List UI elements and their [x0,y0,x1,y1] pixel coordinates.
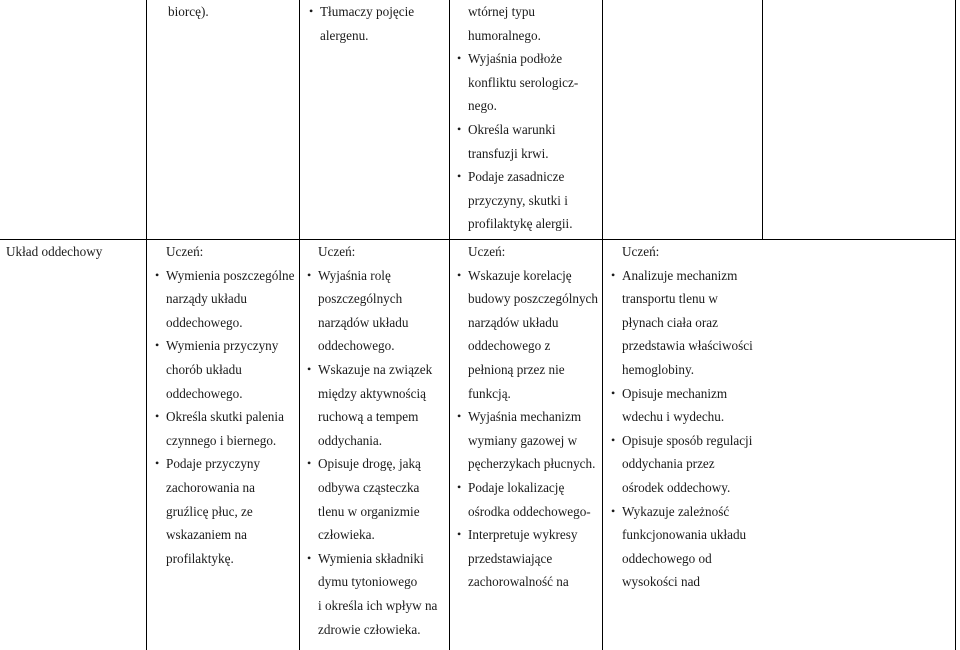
cell-text-line [622,547,753,571]
cell-text-line [166,382,294,406]
col3-header: Uczeń: [468,244,506,259]
cell-text-line [468,24,578,48]
cell-text-line [622,476,753,500]
cell-text: Wykazuje zależność [622,503,730,519]
cell-text-line [468,287,598,311]
cell-text-line [166,547,294,571]
section-title: Układ oddechowy [6,244,103,259]
bullet-icon: • [457,169,462,184]
bullet-icon: • [611,432,616,447]
bullet-icon: • [155,456,160,471]
cell-text-line [307,358,437,382]
cell-text-line [318,570,437,594]
cell-text-line [468,570,598,594]
cell-text-line [468,547,598,571]
cell-text: Opisuje sposób regulacji [622,432,753,448]
cell-text: narządów układu [468,314,559,330]
cell-text: wdechu i wydechu. [622,409,725,425]
cell-text-line [622,405,753,429]
cell-text-line [166,523,294,547]
cell-text: pęcherzykach płucnych. [468,456,596,472]
cell-text: narządów układu [318,314,409,330]
cell-text-line [318,405,437,429]
cell-text: płynach ciała oraz [622,314,718,330]
cell-text-line [457,476,598,500]
cell-text: oddechowego. [166,314,243,330]
table-border-col5 [762,0,763,240]
cell-text: przyczyny, skutki i [468,192,568,208]
bullet-icon: • [457,51,462,66]
cell-text-line [468,71,578,95]
section-cell-col2 [307,240,438,641]
cell-text-line [611,429,753,453]
cell-text-line [166,500,294,524]
cell-text-line [318,382,437,406]
bullet-icon: • [155,338,160,353]
bullet-icon: • [307,456,312,471]
cell-text: Określa skutki palenia [166,409,284,425]
bullet-icon: • [457,409,462,424]
cell-text-line [622,334,753,358]
cell-text: oddychania przez [622,456,715,472]
cell-text-line [468,382,598,406]
top-cell-col1 [168,0,209,24]
cell-text-line [307,547,437,571]
bullet-icon: • [307,361,312,376]
section-cell-col4 [611,240,753,594]
cell-text: ruchową a tempem [318,409,419,425]
cell-text: ośrodka oddechowego- [468,503,591,519]
table-border-col4 [602,0,603,650]
cell-text: transportu tlenu w [622,291,718,307]
cell-text: poszczególnych [318,291,403,307]
cell-text: Określa warunki [468,121,556,137]
bullet-icon: • [457,267,462,282]
table-border-col3 [449,0,450,650]
col2-header: Uczeń: [318,244,356,259]
cell-text-line [468,142,578,166]
cell-text-line [166,358,294,382]
cell-text: człowieka. [318,527,375,543]
cell-text-line [468,429,598,453]
cell-text-line [468,500,598,524]
cell-text: nego. [468,98,497,114]
table-border-left [146,0,147,650]
cell-text-line [155,334,294,358]
cell-text-line [155,452,294,476]
cell-text: Wymienia poszczególne [166,267,295,283]
cell-text-line [457,47,578,71]
cell-text: profilaktykę. [166,550,234,566]
cell-text-line [611,500,753,524]
cell-text: transfuzji krwi. [468,145,549,161]
cell-text: narządy układu [166,291,247,307]
cell-text-line [318,311,437,335]
section-cell-col1 [155,240,295,570]
cell-text-line [318,523,437,547]
cell-text: budowy poszczególnych [468,291,599,307]
col1-header: Uczeń: [166,244,204,259]
cell-text-line [318,429,437,453]
cell-text: chorób układu [166,361,242,377]
cell-text-line [318,334,437,358]
cell-text: zachorowania na [166,479,255,495]
cell-text-line [468,358,598,382]
cell-text: między aktywnością [318,385,427,401]
cell-text: profilaktykę alergii. [468,216,573,232]
cell-text-line [468,212,578,236]
cell-text: czynnego i biernego. [166,432,277,448]
cell-text: Interpretuje wykresy [468,527,578,543]
cell-text: funkcjonowania układu [622,527,747,543]
cell-text-line [318,594,437,618]
bullet-icon: • [155,267,160,282]
section-cell-col3 [457,240,599,594]
cell-text: ośrodek oddechowy. [622,479,731,495]
cell-text: Wyjaśnia rolę [318,267,391,283]
bullet-icon: • [611,267,616,282]
cell-text-line [457,118,578,142]
cell-text: Tłumaczy pojęcie [320,4,415,19]
top-cell-col2 [309,0,415,47]
cell-text-line [307,264,437,288]
cell-text: wysokości nad [622,574,701,590]
cell-text-line [166,287,294,311]
cell-text-line [318,500,437,524]
table-border-right [955,0,956,650]
cell-text-line [320,24,414,48]
col4-header: Uczeń: [622,244,660,259]
cell-text: Opisuje mechanizm [622,385,728,401]
cell-text: wtórnej typu [468,4,536,19]
cell-text-line [457,264,598,288]
cell-text-line [166,429,294,453]
cell-text: przedstawia właściwości [622,338,753,354]
cell-text: hemoglobiny. [622,361,695,377]
bullet-icon: • [457,479,462,494]
cell-text: oddechowego. [318,338,395,354]
bullet-icon: • [611,385,616,400]
cell-text-line [468,0,578,24]
cell-text: Wskazuje korelację [468,267,572,283]
cell-text-line [168,0,209,24]
cell-text: Wskazuje na związek [318,361,433,377]
cell-text: Podaje lokalizację [468,479,565,495]
top-cell-col3 [457,0,579,236]
cell-text: przedstawiające [468,550,553,566]
cell-text-line [622,358,753,382]
cell-text: tlenu w organizmie [318,503,420,519]
cell-text: dymu tytoniowego [318,574,418,590]
cell-text-line [318,287,437,311]
cell-text: alergenu. [320,27,369,43]
bullet-icon: • [457,527,462,542]
bullet-icon: • [457,121,462,136]
cell-text-line [468,334,598,358]
cell-text-line [318,476,437,500]
cell-text-line [468,94,578,118]
table-border-col2 [299,0,300,650]
cell-text-line [468,311,598,335]
cell-text: i określa ich wpływ na [318,597,438,613]
cell-text-line [468,189,578,213]
bullet-icon: • [611,503,616,518]
cell-text-line [622,287,753,311]
cell-text-line [155,264,295,288]
cell-text-line [457,523,598,547]
cell-text-line [155,405,294,429]
cell-text: Wyjaśnia podłoże [468,51,563,67]
cell-text: oddechowego od [622,550,712,566]
cell-text: Analizuje mechanizm [622,267,738,283]
cell-text: oddechowego z [468,338,551,354]
cell-text: gruźlicę płuc, ze [166,503,253,519]
cell-text: Wymienia składniki [318,550,424,566]
cell-text: zdrowie człowieka. [318,621,421,637]
cell-text-line [622,452,753,476]
cell-text-line [309,0,415,24]
cell-text-line [457,165,578,189]
cell-text: Podaje zasadnicze [468,169,565,185]
bullet-icon: • [309,4,314,18]
cell-text-line [622,311,753,335]
cell-text-line [622,570,753,594]
cell-text: Wyjaśnia mechanizm [468,409,582,425]
cell-text-line [611,382,753,406]
cell-text: oddychania. [318,432,383,448]
cell-text: biorcę). [168,4,209,19]
cell-text: wymiany gazowej w [468,432,578,448]
cell-text: zachorowalność na [468,574,569,590]
cell-text: Wymienia przyczyny [166,338,279,354]
cell-text: konfliktu serologicz- [468,74,579,90]
bullet-icon: • [307,267,312,282]
cell-text: Podaje przyczyny [166,456,261,472]
cell-text-line [166,311,294,335]
cell-text-line [307,452,437,476]
cell-text-line [457,405,598,429]
cell-text-line [318,618,437,642]
cell-text-line [622,523,753,547]
cell-text: Opisuje drogę, jaką [318,456,421,472]
cell-text: oddechowego. [166,385,243,401]
cell-text-line [611,264,753,288]
cell-text: humoralnego. [468,27,541,43]
cell-text: pełnioną przez nie [468,361,565,377]
cell-text-line [468,452,598,476]
bullet-icon: • [307,550,312,565]
cell-text: wskazaniem na [166,527,247,543]
cell-text-line [166,476,294,500]
cell-text: funkcją. [468,385,511,401]
bullet-icon: • [155,409,160,424]
cell-text: odbywa cząsteczka [318,479,420,495]
